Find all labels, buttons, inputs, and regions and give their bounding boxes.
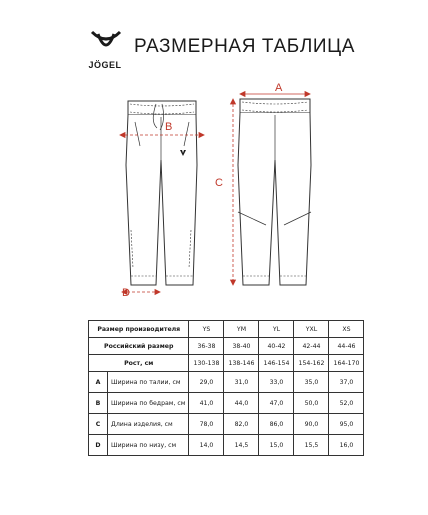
- height-label: Рост, см: [89, 355, 189, 372]
- height-cell: 164-170: [329, 355, 364, 372]
- height-cell: 130-138: [189, 355, 224, 372]
- measurement-letter: C: [89, 414, 108, 435]
- measurement-cell: 15,5: [294, 435, 329, 456]
- measurement-cell: 86,0: [259, 414, 294, 435]
- dimension-c-line: [231, 99, 236, 285]
- measurement-cell: 37,0: [329, 372, 364, 393]
- size-table: [88, 320, 364, 456]
- russian-size-cell: 38-40: [224, 338, 259, 355]
- size-header-cell: YM: [224, 321, 259, 338]
- measurement-letter: B: [89, 393, 108, 414]
- measurement-cell: 44,0: [224, 393, 259, 414]
- page-title: РАЗМЕРНАЯ ТАБЛИЦА: [134, 36, 356, 57]
- measurement-letter: D: [89, 435, 108, 456]
- measurement-label: Ширина по бедрам, см: [108, 393, 189, 414]
- measurement-cell: 50,0: [294, 393, 329, 414]
- measurement-cell: 47,0: [259, 393, 294, 414]
- measurement-cell: 15,0: [259, 435, 294, 456]
- height-row: [89, 355, 364, 372]
- dimension-a-label: A: [275, 82, 283, 94]
- measurement-row-c: [89, 414, 364, 435]
- size-header-row: [89, 321, 364, 338]
- dimension-d-label: D: [122, 287, 130, 299]
- measurement-cell: 29,0: [189, 372, 224, 393]
- pants-front-view: [126, 101, 197, 285]
- russian-size-cell: 44-46: [329, 338, 364, 355]
- measurement-label: Ширина по талии, см: [108, 372, 189, 393]
- measurement-cell: 78,0: [189, 414, 224, 435]
- measurement-cell: 82,0: [224, 414, 259, 435]
- size-header-cell: XS: [329, 321, 364, 338]
- size-header-cell: YS: [189, 321, 224, 338]
- measurement-cell: 33,0: [259, 372, 294, 393]
- measurement-row-d: [89, 435, 364, 456]
- dimension-c-label: C: [215, 177, 223, 189]
- measurement-cell: 52,0: [329, 393, 364, 414]
- measurement-cell: 16,0: [329, 435, 364, 456]
- pants-back-view: [238, 99, 311, 285]
- size-header-cell: YL: [259, 321, 294, 338]
- measurement-cell: 35,0: [294, 372, 329, 393]
- measurement-label: Ширина по низу, см: [108, 435, 189, 456]
- measurement-label: Длина изделия, см: [108, 414, 189, 435]
- measurement-cell: 95,0: [329, 414, 364, 435]
- height-cell: 154-162: [294, 355, 329, 372]
- measurement-cell: 41,0: [189, 393, 224, 414]
- measurement-letter: A: [89, 372, 108, 393]
- russian-size-cell: 42-44: [294, 338, 329, 355]
- russian-size-label: Российский размер: [89, 338, 189, 355]
- height-cell: 146-154: [259, 355, 294, 372]
- russian-size-cell: 36-38: [189, 338, 224, 355]
- measurement-cell: 14,5: [224, 435, 259, 456]
- russian-size-row: [89, 338, 364, 355]
- height-cell: 138-146: [224, 355, 259, 372]
- measurement-cell: 31,0: [224, 372, 259, 393]
- measurement-row-b: [89, 393, 364, 414]
- size-header-cell: YXL: [294, 321, 329, 338]
- russian-size-cell: 40-42: [259, 338, 294, 355]
- size-header-label: Размер производителя: [89, 321, 189, 338]
- measurement-cell: 90,0: [294, 414, 329, 435]
- measurement-row-a: [89, 372, 364, 393]
- dimension-b-label: B: [165, 121, 173, 133]
- brand-name: JÖGEL: [88, 60, 122, 70]
- measurement-cell: 14,0: [189, 435, 224, 456]
